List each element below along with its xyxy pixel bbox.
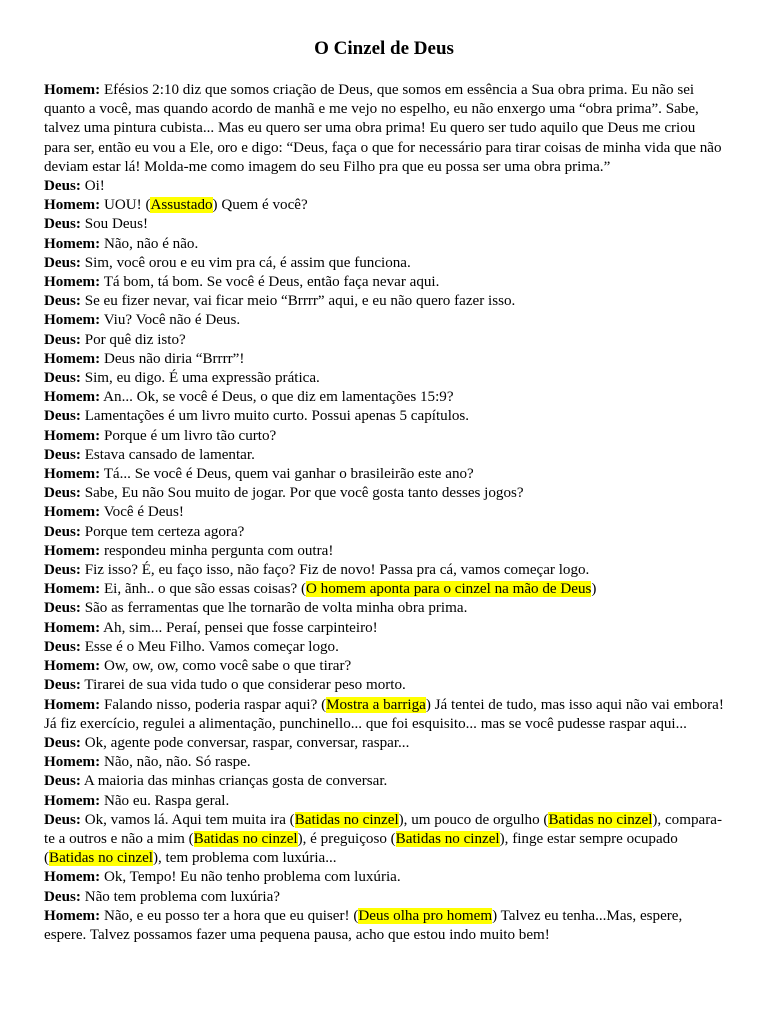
stage-direction-highlight: Batidas no cinzel bbox=[294, 811, 399, 828]
dialogue-line bbox=[44, 542, 724, 561]
speaker-label: Deus: bbox=[44, 773, 81, 790]
dialogue-line bbox=[44, 619, 724, 638]
dialogue-text: Tirarei de sua vida tudo o que considerar peso morto. bbox=[84, 677, 406, 694]
speaker-label: Deus: bbox=[44, 446, 81, 463]
dialogue-text: Você é Deus! bbox=[103, 504, 184, 521]
speaker-label: Deus: bbox=[44, 331, 81, 348]
dialogue-line bbox=[44, 273, 724, 292]
speaker-label: Deus: bbox=[44, 178, 81, 195]
dialogue-line bbox=[44, 734, 724, 753]
dialogue-text: Não, e eu posso ter a hora que eu quiser! ( bbox=[103, 907, 359, 924]
dialogue-line bbox=[44, 503, 724, 522]
stage-direction-highlight: Assustado bbox=[150, 197, 213, 214]
dialogue-text: Não tem problema com luxúria? bbox=[84, 888, 280, 905]
dialogue-line bbox=[44, 599, 724, 618]
dialogue-text: Estava cansado de lamentar. bbox=[84, 446, 255, 463]
speaker-label: Homem: bbox=[44, 542, 101, 559]
dialogue-line bbox=[44, 484, 724, 503]
dialogue-line bbox=[44, 350, 724, 369]
speaker-label: Homem: bbox=[44, 82, 101, 98]
dialogue-text: Não, não, não. Só raspe. bbox=[103, 754, 251, 771]
speaker-label: Homem: bbox=[44, 581, 101, 598]
dialogue-line bbox=[44, 369, 724, 388]
dialogue-text: Não eu. Raspa geral. bbox=[103, 792, 230, 809]
dialogue-line bbox=[44, 177, 724, 196]
dialogue-text: ) Talvez eu tenha...Mas, espere, espere. Talvez possamos fazer uma pequena pausa, acho que estou indo muito bem! bbox=[44, 907, 683, 943]
dialogue-line bbox=[44, 81, 724, 177]
dialogue-line bbox=[44, 292, 724, 311]
dialogue-line bbox=[44, 254, 724, 273]
dialogue-line bbox=[44, 811, 724, 869]
stage-direction-highlight: Batidas no cinzel bbox=[193, 830, 298, 847]
speaker-label: Deus: bbox=[44, 811, 81, 828]
dialogue-line bbox=[44, 753, 724, 772]
speaker-label: Homem: bbox=[44, 792, 101, 809]
speaker-label: Deus: bbox=[44, 562, 81, 579]
dialogue-line bbox=[44, 407, 724, 426]
speaker-label: Deus: bbox=[44, 638, 81, 655]
dialogue-line bbox=[44, 657, 724, 676]
dialogue-text: An... Ok, se você é Deus, o que diz em lamentações 15:9? bbox=[103, 389, 454, 406]
speaker-label: Homem: bbox=[44, 869, 101, 886]
dialogue-text: Oi! bbox=[84, 178, 105, 195]
dialogue-text: Sou Deus! bbox=[84, 216, 148, 233]
speaker-label: Deus: bbox=[44, 370, 81, 387]
speaker-label: Deus: bbox=[44, 254, 81, 271]
dialogue-text: A maioria das minhas crianças gosta de conversar. bbox=[83, 773, 388, 790]
dialogue-text: Porque tem certeza agora? bbox=[84, 523, 245, 540]
dialogue-text: Esse é o Meu Filho. Vamos começar logo. bbox=[84, 638, 339, 655]
dialogue-line bbox=[44, 388, 724, 407]
dialogue-line bbox=[44, 311, 724, 330]
speaker-label: Deus: bbox=[44, 677, 81, 694]
speaker-label: Homem: bbox=[44, 504, 101, 521]
dialogue-text: Ok, Tempo! Eu não tenho problema com luxúria. bbox=[103, 869, 401, 886]
dialogue-line bbox=[44, 580, 724, 599]
dialogue-text: ) Já tentei de tudo, mas isso aqui não vai embora! Já fiz exercício, regulei a alimentação, punchinello... que foi esquisito... mas se você pudesse raspar aqui... bbox=[44, 696, 724, 732]
dialogue-line bbox=[44, 446, 724, 465]
speaker-label: Deus: bbox=[44, 485, 81, 502]
speaker-label: Homem: bbox=[44, 350, 101, 367]
dialogue-text: ), é preguiçoso ( bbox=[297, 830, 396, 847]
dialogue-text: ) Quem é você? bbox=[212, 197, 308, 214]
dialogue-text: Ow, ow, ow, como você sabe o que tirar? bbox=[103, 658, 352, 675]
dialogue-line bbox=[44, 196, 724, 215]
speaker-label: Deus: bbox=[44, 600, 81, 617]
dialogue-text: Viu? Você não é Deus. bbox=[103, 312, 241, 329]
dialogue-line bbox=[44, 465, 724, 484]
speaker-label: Homem: bbox=[44, 235, 101, 252]
stage-direction-highlight: Mostra a barriga bbox=[326, 696, 426, 713]
dialogue-line bbox=[44, 638, 724, 657]
dialogue-text: Sabe, Eu não Sou muito de jogar. Por que você gosta tanto desses jogos? bbox=[84, 485, 524, 502]
dialogue-line bbox=[44, 331, 724, 350]
dialogue-line bbox=[44, 676, 724, 695]
speaker-label: Homem: bbox=[44, 619, 101, 636]
speaker-label: Homem: bbox=[44, 389, 101, 406]
dialogue-line bbox=[44, 215, 724, 234]
speaker-label: Deus: bbox=[44, 408, 81, 425]
speaker-label: Deus: bbox=[44, 888, 81, 905]
speaker-label: Homem: bbox=[44, 427, 101, 444]
dialogue-line bbox=[44, 427, 724, 446]
dialogue-text: Fiz isso? É, eu faço isso, não faço? Fiz de novo! Passa pra cá, vamos começar logo. bbox=[84, 562, 590, 579]
speaker-label: Homem: bbox=[44, 466, 101, 483]
dialogue-text: ), compara-te a outros e não a mim ( bbox=[44, 811, 722, 847]
dialogue-line bbox=[44, 696, 724, 734]
dialogue-line bbox=[44, 561, 724, 580]
dialogue-line bbox=[44, 523, 724, 542]
dialogue-text: Lamentações é um livro muito curto. Possui apenas 5 capítulos. bbox=[84, 408, 470, 425]
dialogue-text: Se eu fizer nevar, vai ficar meio “Brrrr” aqui, e eu não quero fazer isso. bbox=[84, 293, 516, 310]
dialogue-text: Ok, vamos lá. Aqui tem muita ira ( bbox=[84, 811, 295, 828]
dialogue-text: Sim, você orou e eu vim pra cá, é assim que funciona. bbox=[84, 254, 411, 271]
dialogue-line bbox=[44, 772, 724, 791]
dialogue-text: Tá bom, tá bom. Se você é Deus, então faça nevar aqui. bbox=[103, 274, 440, 291]
speaker-label: Homem: bbox=[44, 274, 101, 291]
dialogue-line bbox=[44, 792, 724, 811]
dialogue-line bbox=[44, 907, 724, 945]
speaker-label: Homem: bbox=[44, 658, 101, 675]
dialogue-text: Ah, sim... Peraí, pensei que fosse carpinteiro! bbox=[103, 619, 378, 636]
speaker-label: Homem: bbox=[44, 696, 101, 713]
speaker-label: Deus: bbox=[44, 734, 81, 751]
stage-direction-highlight: Batidas no cinzel bbox=[395, 830, 500, 847]
stage-direction-highlight: Deus olha pro homem bbox=[358, 907, 493, 924]
stage-direction-highlight: Batidas no cinzel bbox=[548, 811, 653, 828]
dialogue-line bbox=[44, 888, 724, 907]
speaker-label: Deus: bbox=[44, 216, 81, 233]
dialogue-text: Porque é um livro tão curto? bbox=[103, 427, 277, 444]
dialogue-text: ), tem problema com luxúria... bbox=[152, 850, 337, 867]
dialogue-text: Deus não diria “Brrrr”! bbox=[103, 350, 245, 367]
dialogue-text: ), finge estar sempre ocupado ( bbox=[44, 830, 678, 867]
dialogue-text: Por quê diz isto? bbox=[84, 331, 186, 348]
speaker-label: Homem: bbox=[44, 197, 101, 214]
dialogue-text: Sim, eu digo. É uma expressão prática. bbox=[84, 370, 320, 387]
dialogue-text: Ok, agente pode conversar, raspar, conversar, raspar... bbox=[84, 734, 410, 751]
speaker-label: Deus: bbox=[44, 523, 81, 540]
dialogue-text: UOU! ( bbox=[103, 197, 151, 214]
stage-direction-highlight: Batidas no cinzel bbox=[49, 850, 153, 867]
dialogue-text: ), um pouco de orgulho ( bbox=[398, 811, 549, 828]
stage-direction-highlight: O homem aponta para o cinzel na mão de Deus bbox=[306, 581, 592, 598]
dialogue-text: ) bbox=[591, 581, 597, 598]
dialogue-body bbox=[44, 81, 724, 945]
speaker-label: Homem: bbox=[44, 312, 101, 329]
speaker-label: Homem: bbox=[44, 754, 101, 771]
dialogue-line bbox=[44, 235, 724, 254]
speaker-label: Homem: bbox=[44, 907, 101, 924]
dialogue-text: Não, não é não. bbox=[103, 235, 199, 252]
speaker-label: Deus: bbox=[44, 293, 81, 310]
dialogue-text: Tá... Se você é Deus, quem vai ganhar o brasileirão este ano? bbox=[103, 466, 474, 483]
dialogue-text: respondeu minha pergunta com outra! bbox=[103, 542, 334, 559]
document-title: O Cinzel de Deus bbox=[314, 38, 454, 59]
dialogue-text: São as ferramentas que lhe tornarão de volta minha obra prima. bbox=[84, 600, 468, 617]
dialogue-text: Efésios 2:10 diz que somos criação de Deus, que somos em essência a Sua obra prima. Eu não sei quanto a você, mas quando acordo de manhã e me vejo no espelho, eu não enxergo uma “obra prima”. Sabe, talvez uma pintura cubista... Mas eu quero ser uma obra prima! Eu quero ser tudo aquilo que Deus me criou para ser, então eu vou a Ele, oro e digo: “Deus, faça o que for necessário para tirar coisas de minha vida que não deviam estar lá! Molda-me como imagem do seu Filho pra que eu possa ser uma obra prima.” bbox=[44, 82, 722, 175]
dialogue-line bbox=[44, 868, 724, 887]
dialogue-text: Falando nisso, poderia raspar aqui? ( bbox=[103, 696, 327, 713]
dialogue-text: Ei, ãnh.. o que são essas coisas? ( bbox=[103, 581, 306, 598]
